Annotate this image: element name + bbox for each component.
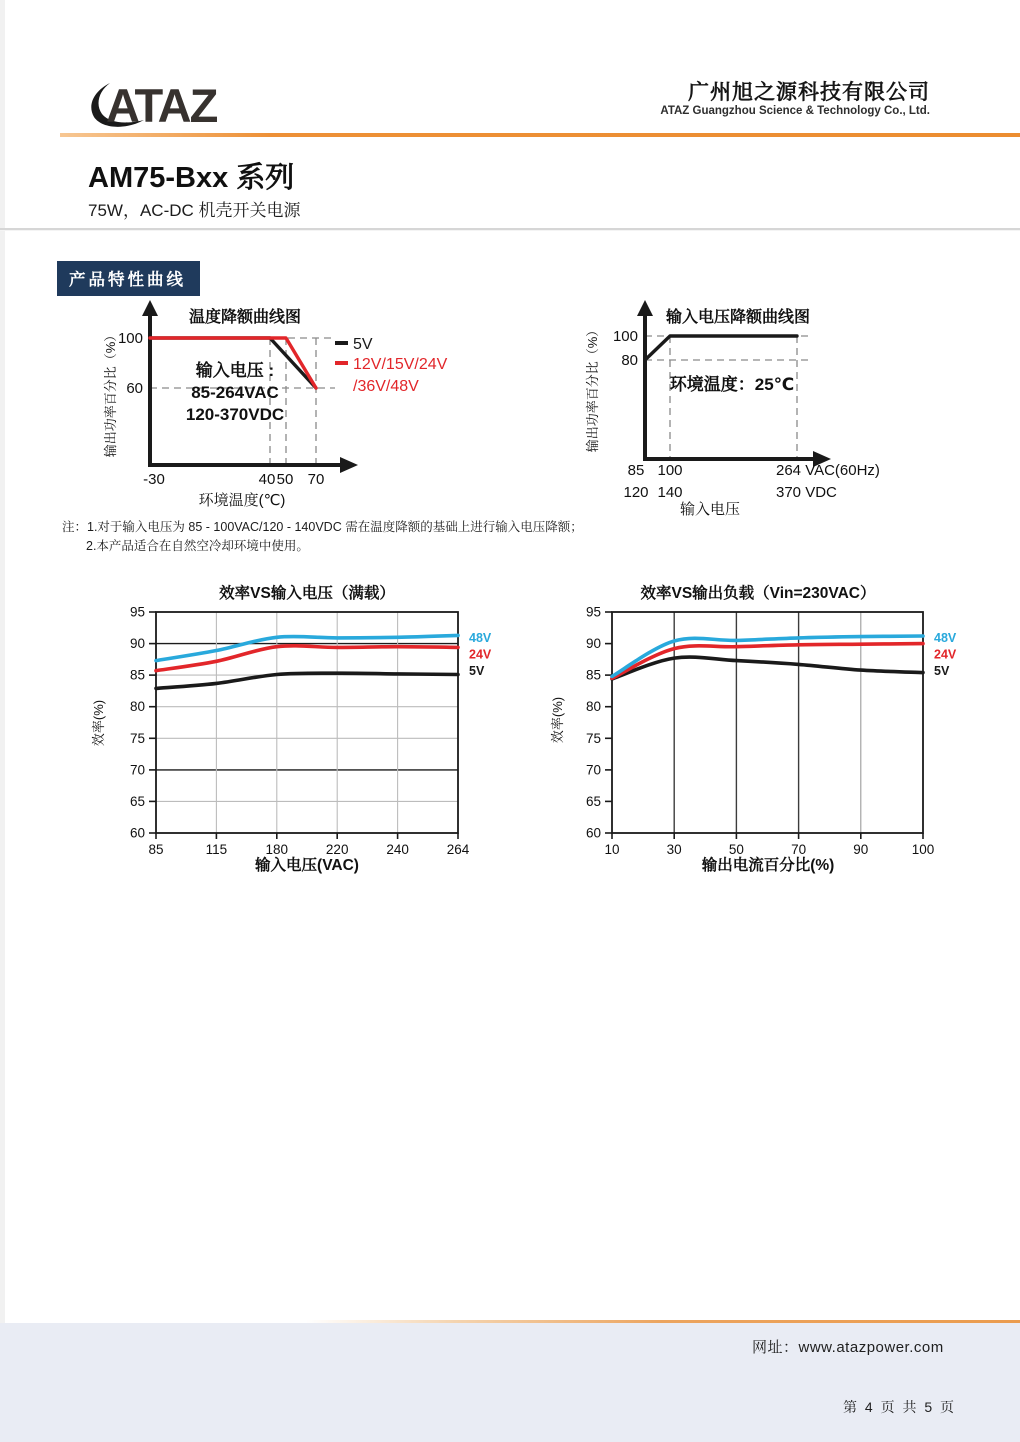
series-curve-24V (156, 646, 458, 671)
y-tick-label-95: 95 (585, 604, 601, 620)
legend-label-48V: 48V (934, 631, 957, 645)
y-tick-label-80: 80 (585, 699, 601, 715)
header-accent-rule (60, 133, 1020, 137)
y-tick-label-60: 60 (129, 825, 145, 841)
x-tick-label-70: 70 (791, 842, 807, 857)
x-tick-label-85: 85 (148, 842, 164, 857)
y-axis-arrow-icon (142, 300, 158, 316)
legend-label-24V: 24V (934, 647, 957, 662)
header-divider (0, 228, 1020, 231)
product-subtitle: 75W，AC-DC 机壳开关电源 (88, 201, 301, 220)
x-tick-70: 70 (307, 471, 325, 488)
x-axis-label: 环境温度(℃) (198, 492, 286, 509)
y-tick-label-80: 80 (129, 699, 145, 715)
annotation-vdc-range: 120-370VDC (185, 405, 285, 424)
y-tick-60: 60 (126, 380, 143, 397)
y-tick-label-75: 75 (585, 730, 601, 746)
legend-label-5V: 5V (934, 664, 950, 678)
temp-derating-diagram (90, 298, 480, 518)
legend-label-48V: 48V (469, 631, 492, 645)
annotation-ambient-temp: 环境温度：25℃ (669, 375, 795, 394)
x-tick-85: 85 (627, 462, 645, 479)
efficiency-vs-vin-chart (85, 578, 495, 878)
x-tick-264-vac: 264 VAC(60Hz) (776, 462, 880, 479)
y-tick-80: 80 (621, 352, 638, 369)
y-tick-label-90: 90 (129, 636, 145, 652)
y-tick-label-60: 60 (585, 825, 601, 841)
y-tick-label-85: 85 (129, 667, 145, 683)
y-axis-label: 输出功率百分比（%） (103, 328, 118, 458)
company-name-en: ATAZ Guangzhou Science & Technology Co., Ltd. (660, 105, 930, 117)
x-tick-120: 120 (623, 484, 649, 501)
chart-title: 效率VS输入电压（满载） (219, 585, 395, 602)
legend-label-multi-2: /36V/48V (353, 378, 419, 395)
x-tick-label-115: 115 (205, 842, 228, 857)
x-tick-100: 100 (657, 462, 683, 479)
x-axis-label: 输入电压 (679, 501, 741, 518)
annotation-vac-range: 85-264VAC (191, 383, 279, 402)
footer-website: 网址：www.atazpower.com (752, 1339, 944, 1356)
x-tick-label-30: 30 (666, 842, 682, 857)
legend-label-5V: 5V (469, 664, 485, 678)
y-tick-label-90: 90 (585, 636, 601, 652)
product-title: AM75-Bxx 系列 (88, 162, 295, 194)
annotation-input-voltage: 输入电压 : (195, 361, 275, 380)
derating-curve-输出功率 (645, 336, 797, 360)
legend-label-5v: 5V (353, 336, 373, 353)
y-tick-100: 100 (117, 330, 143, 347)
x-tick-label-10: 10 (604, 842, 620, 857)
legend-label-24V: 24V (469, 647, 492, 662)
y-axis-label: 效率(%) (550, 696, 565, 744)
x-tick-label-220: 220 (325, 842, 349, 857)
ataz-logo (82, 74, 257, 136)
logo-text: ATAZ (106, 79, 217, 132)
x-tick-label-100: 100 (911, 842, 935, 857)
x-tick-40: 40 (258, 471, 276, 488)
y-tick-label-65: 65 (129, 793, 145, 809)
diagram-title: 温度降额曲线图 (188, 309, 302, 326)
x-tick-50: 50 (276, 471, 294, 488)
y-tick-label-65: 65 (585, 793, 601, 809)
x-axis-label: 输出电流百分比(%) (701, 857, 835, 874)
y-tick-label-75: 75 (129, 730, 145, 746)
x-axis-label: 输入电压(VAC) (255, 857, 359, 874)
x-tick-370-vdc: 370 VDC (776, 484, 837, 501)
x-tick-label-50: 50 (728, 842, 744, 857)
note-line-2: 2.本产品适合在自然空冷却环境中使用。 (86, 539, 309, 553)
y-tick-100: 100 (612, 328, 638, 345)
note-line-1: 注：1.对于输入电压为 85 - 100VAC/120 - 140VDC 需在温度降额的基础上进行输入电压降额； (62, 520, 583, 534)
x-axis-arrow-icon (340, 457, 358, 473)
legend-label-multi-1: 12V/15V/24V (353, 356, 448, 373)
y-tick-label-70: 70 (129, 762, 145, 778)
y-tick-label-95: 95 (129, 604, 145, 620)
vin-derating-diagram (570, 298, 970, 518)
x-tick-label-90: 90 (853, 842, 869, 857)
efficiency-vs-load-chart (545, 578, 1000, 878)
y-axis-label: 效率(%) (91, 699, 106, 747)
page-edge (0, 0, 5, 1324)
x-tick--30: -30 (143, 471, 165, 488)
x-tick-label-264: 264 (446, 842, 470, 857)
diagram-title: 输入电压降额曲线图 (665, 309, 811, 326)
company-name-cn: 广州旭之源科技有限公司 (688, 81, 930, 104)
x-tick-label-180: 180 (265, 842, 289, 857)
y-tick-label-85: 85 (585, 667, 601, 683)
y-tick-label-70: 70 (585, 762, 601, 778)
section-badge: 产品特性曲线 (57, 261, 200, 296)
x-tick-140: 140 (657, 484, 683, 501)
footer-page-number: 第 4 页 共 5 页 (843, 1399, 957, 1415)
y-axis-arrow-icon (637, 300, 653, 316)
y-axis-label: 输出功率百分比（%） (585, 323, 600, 453)
chart-title: 效率VS输出负载（Vin=230VAC） (640, 585, 876, 602)
x-tick-label-240: 240 (386, 842, 409, 857)
series-curve-5V (612, 657, 923, 679)
